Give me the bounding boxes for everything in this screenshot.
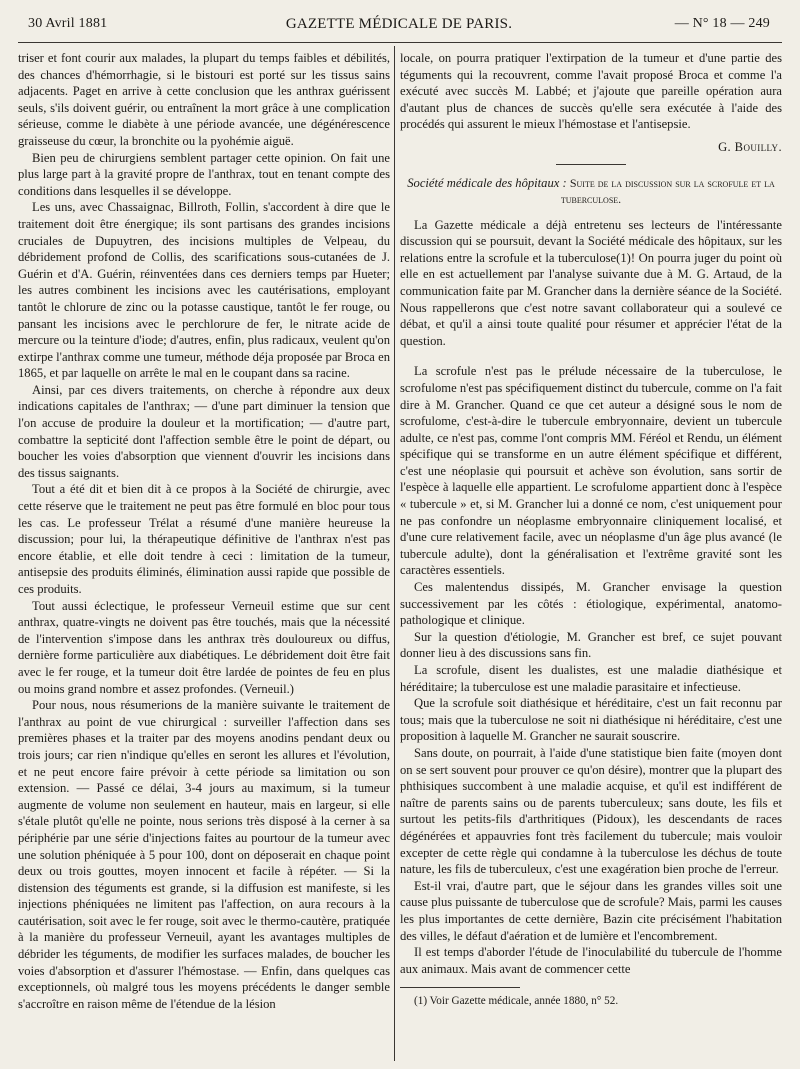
column-divider — [394, 46, 395, 1061]
footnote: (1) Voir Gazette médicale, année 1880, n° 52. — [414, 995, 619, 1008]
paragraph: Les uns, avec Chassaignac, Billroth, Follin, s'accordent à dire que le traitement doit être énergique; ils sont partisans des grandes incisions cruciales de Dupuytren, des incisions multiples de Velpeau, du débridement profond de Collis, des scarifications sous-cutanées de J. Guérin et d'A. Guérin, réinventées dans ces derniers temps par Hueter; les autres combinent les incisions avec les cautérisations, employant tantôt le chlorure de zinc ou la potasse caustique, tantôt le fer rouge, ou pansant les incisions avec le perchlorure de fer, le nitrate acide de mercure ou la teinture d'iode; d'autres, enfin, plus radicaux, veulent qu'on extirpe l'anthrax comme une tumeur, méthode déja proposée par Broca en 1865, et par laquelle on arrête le mal en le coupant dans sa racine. — [18, 200, 390, 381]
header-rule — [18, 42, 782, 43]
right-column — [400, 50, 782, 1008]
paragraph: Tout aussi éclectique, le professeur Verneuil estime que sur cent anthrax, quatre-vingts ne doivent pas être touchés, mais que la nécessité de l'intervention s'impose dans les anthrax très douloureux ou diffus, dernière forme particulière aux diabétiques. Le débridement doit être fait avec le fer rouge, et la tumeur doit être lardée de pointes de feu en plus ou moins grand nombre et assez profondes. (Verneuil.) — [18, 598, 390, 696]
paragraph: Bien peu de chirurgiens semblent partager cette opinion. On fait une plus large part à la gravité propre de l'anthrax, tout en tenant compte des conditions dans lesquelles il se développe. — [18, 150, 390, 198]
paragraph: La Gazette médicale a déjà entretenu ses lecteurs de l'intéressante discussion qui se poursuit, devant la Société médicale des hôpitaux, sur les relations entre la scrofule et la tuberculose(1)! On pourra juger du point où elle en est actuellement par l'analyse suivante due à M. G. Artaud, de la communication faite par M. Grancher dans la dernière séance de la Société. Nous rappellerons que c'est notre savant collaborateur qui a soulevé ce débat, et qu'il a ainsi toute qualité pour résumer et apprécier l'état de la question. — [400, 217, 782, 348]
paragraph: triser et font courir aux malades, la plupart du temps faibles et débilités, des chances d'hémorrhagie, si le bistouri est porté sur les tissus sains adjacents. Paget en arrive à cette conclusion que les anthrax guérissent seuls, s'ils doivent guérir, ou entraînent la mort grâce à une complication sérieuse, comme le diabète à une période avancée, une dégénérescence graisseuse du cœur, la bronchite ou la pyohémie aiguë. — [18, 51, 390, 148]
paragraph: Ces malentendus dissipés, M. Grancher envisage la question successivement par les côtés : étiologique, expérimental, anatomo-pathologique et clinique. — [400, 580, 782, 628]
journal-title: GAZETTE MÉDICALE DE PARIS. — [285, 16, 513, 32]
footnote-rule — [400, 987, 520, 988]
author-signature: G. Bouilly. — [718, 139, 782, 154]
paragraph: Il est temps d'aborder l'étude de l'inoculabilité du tubercule de l'homme aux animaux. Mais avant de commencer cette — [400, 945, 782, 976]
page-header — [28, 12, 770, 38]
left-column — [18, 50, 390, 1012]
paragraph: La scrofule, disent les dualistes, est une maladie diathésique et héréditaire; la tuberculose est une maladie parasitaire et infectieuse. — [400, 663, 782, 694]
section-rule — [556, 164, 626, 165]
section-title — [400, 175, 782, 207]
paragraph: Que la scrofule soit diathésique et héréditaire, c'est un fait reconnu par tous; mais que la tuberculose ne soit ni diathésique ni héréditaire, c'est une proposition à laquelle M. Grancher ne saurait souscrire. — [400, 696, 782, 744]
paragraph: Pour nous, nous résumerions de la manière suivante le traitement de l'anthrax au point de vue chirurgical : surveiller l'affection dans ses premières phases et la traiter par des moyens anodins pendant deux ou trois jours; car rien n'indique qu'elles en seront les allures et l'évolution, et ne peut encore faire prévoir à cette période sa limitation ou son extension. — Passé ce délai, 3-4 jours au maximum, si la tumeur augmente de volume non seulement en hauteur, mais en largeur, si elle s'étale plutôt qu'elle ne pointe, nous serions très disposé à la cerner à sa périphérie par une série d'injections faites au pourtour de la tumeur avec une solution phéniquée à 5 pour 100, dont on déposerait en chaque point deux ou trois gouttes, moyen innocent et facile à répéter. — Si la distension des téguments est grande, si la diffusion est manifeste, si les injections phéniquées ne limitent pas l'affection, on aura recours à la cautérisation, soit avec le fer rouge, soit avec le thermo-cautère, pratiquée à la manière du professeur Verneuil, ayant les avantages multiples de débrider les téguments, de modifier les surfaces malades, de boucher les voies d'absorption et d'assurer l'hémostase. — Enfin, dans quelques cas exceptionnels, où malgré tous les moyens précédents le danger semble s'accroître en raison même de l'étendue de la lésion — [18, 698, 390, 1011]
paragraph: locale, on pourra pratiquer l'extirpation de la tumeur et d'une partie des téguments qui la recouvrent, comme l'avait proposé Broca et comme l'a exécuté avec succès M. Labbé; et j'ajoute que pareille opération aura d'autant plus de chances de succès qu'elle sera exécutée à l'aide des procédés qui assurent le mieux l'hémostase et l'antisepsie. — [400, 51, 782, 132]
paragraph-gap — [400, 349, 782, 363]
section-title-society: Société médicale des hôpitaux : — [407, 175, 567, 190]
issue-number: — N° 18 — 249 — [674, 16, 770, 31]
paragraph: Sur la question d'étiologie, M. Grancher est bref, ce sujet pouvant donner lieu à des discussions sans fin. — [400, 629, 782, 661]
paragraph: Ainsi, par ces divers traitements, on cherche à répondre aux deux indications capitales de l'anthrax; — d'une part diminuer la tension que l'on accuse de produire la douleur et la mortification; — d'autre part, combattre la septicité dont l'affection semble être le point de départ, ou boucher les voies d'absorption que viennent d'ouvrir les incisions dans des tissus saignants. — [18, 382, 390, 480]
paragraph: Sans doute, on pourrait, à l'aide d'une statistique bien faite (moyen dont on se sert souvent pour prouver ce qu'on désire), montrer que la plupart des phthisiques succombent à une maladie acquise, et qu'il est indifférent de naître de parents sains ou de parents tuberculeux; sans doute, les fils et surtout les petits-fils d'arthritiques (Pidoux), les descendants de races dégénérées et appauvries font très facilement du tubercule; mais vouloir excepter de cette règle qui condamne à la tuberculose les déchus de toute nature, les fils de tuberculeux, c'est une exagération bien proche de l'erreur. — [400, 745, 782, 877]
paragraph: Tout a été dit et bien dit à ce propos à la Société de chirurgie, avec cette réserve que le traitement ne peut pas être formulé en bloc pour tous les cas. Le professeur Trélat a résumé d'une manière heureuse la discussion; pour lui, la thérapeutique définitive de l'anthrax n'est pas encore établie, et elle doit tendre à ceci : limitation de la tumeur, antisepsie des produits éliminés, élimination aussi rapide que possible de ces produits. — [18, 482, 390, 596]
paragraph: Est-il vrai, d'autre part, que le séjour dans les grandes villes soit une cause plus puissante de tuberculose que de scrofule? Mais, parmi les causes les plus importantes de cette dernière, Bazin cite précisément l'habitation des villes, le défaut d'aération et de lumière et l'encombrement. — [400, 878, 782, 943]
paragraph: La scrofule n'est pas le prélude nécessaire de la tuberculose, le scrofulome n'est pas spécifiquement distinct du tubercule, comme on l'a fait dire à M. Grancher. Quand ce que cet auteur a désigné sous le nom de scrofulome, c'est-à-dire le tubercule embryonnaire, devient un tubercule adulte, ce n'est pas, comme l'ont compris MM. Féréol et Rendu, un élément spécifique qui se transforme en un autre élément spécifique et différent, c'est une néoplasie qui poursuit et achève son évolution, sans sortir de l'espèce à laquelle elle appartient. Le scrofulome appartient donc à l'espèce « tubercule » et, si M. Grancher lui a donné ce nom, c'est uniquement pour ne pas confondre un néoplasme embryonnaire cliniquement localisé, et d'une cure relativement facile, avec un néoplasme d'un âge plus avancé (le tubercule adulte), dont la généralisation et l'extrême gravité sont les caractères essentiels. — [400, 364, 782, 578]
section-title-subject: Suite de la discussion sur la scrofule et la tuberculose. — [560, 175, 775, 206]
issue-date: 30 Avril 1881 — [28, 16, 108, 31]
